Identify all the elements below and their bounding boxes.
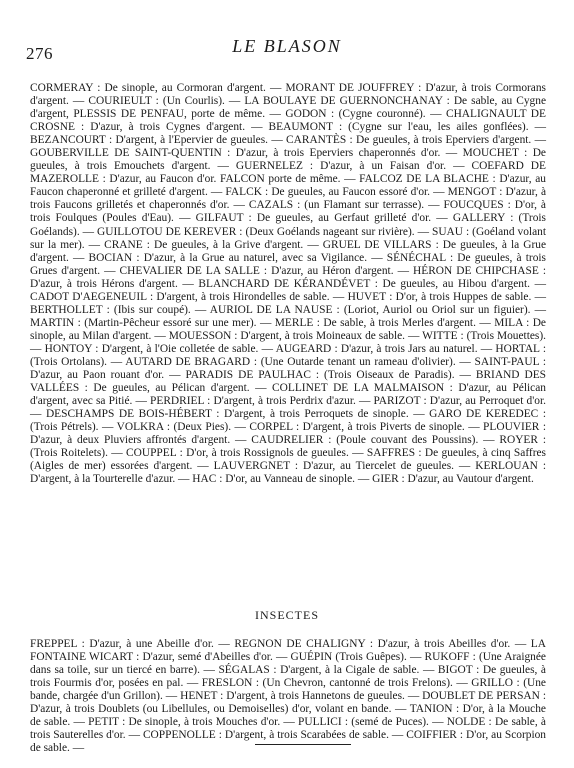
insects-section-title: INSECTES xyxy=(254,608,319,622)
birds-heraldry-section xyxy=(30,82,546,486)
insects-paragraph: FREPPEL : D'azur, à une Abeille d'or. — REGNON DE CHALIGNY : D'azur, à trois Abeilles d'or. — LA FONTAINE WICART : D'azur, semé d'Abeilles d'or. — GUÉPIN (Trois Guêpes). — RUKOFF : (Une Araignée dans sa toile, sur un tiercé en barre). — SÉGALAS : D'argent, à la Cigale de sable. — BIGOT : De gueules, à trois Fourmis d'or, posées en pal. — FRESLON : (Un Chevron, cantonné de trois Frelons). — GRILLO : (Une bande, chargée d'un Grillon). — HENET : D'argent, à trois Hannetons de gueules. — DOUBLET DE PERSAN : D'azur, à trois Doublets (ou Libellules, ou Demoiselles) d'or, volant en bande. — TANION : D'or, à la Mouche de sable. — PETIT : De sinople, à trois Mouches d'or. — PULLICI : (semé de Puces). — NOLDE : De sable, à trois Sauterelles d'or. — COPPENOLLE : D'argent, à trois Scarabées de sable. — COIFFIER : D'or, au Scorpion de sable. — xyxy=(30,638,546,755)
end-rule xyxy=(255,744,351,745)
insects-section xyxy=(30,638,546,755)
page-number: 276 xyxy=(26,44,53,63)
running-title: LE BLASON xyxy=(232,36,342,56)
birds-heraldry-paragraph: CORMERAY : De sinople, au Cormoran d'argent. — MORANT DE JOUFFREY : D'azur, à trois Cormorans d'argent. — COURIEULT : (Un Courlis). — LA BOULAYE DE GUERNONCHANAY : De sable, au Cygne d'argent, PLESSIS DE PENFAU, porte de même. — GODON : (Cygne couronné). — CHALIGNAULT DE CROSNE : D'azur, à trois Cygnes d'argent. — BEAUMONT : (Cygne sur l'eau, les ailes gonflées). — BEZANCOURT : D'argent, à l'Epervier de gueules. — CARANTÈS : De gueules, à trois Eperviers d'argent. — GOUBERVILLE DE SAINT-QUENTIN : D'azur, à trois Eperviers chaperonnés d'or. — MOUCHET : De gueules, à trois Emouchets d'argent. — GUERNELEZ : D'azur, à un Faisan d'or. — COEFARD DE MAZEROLLE : D'azur, au Faucon d'or. FALCON porte de même. — FALCOZ DE LA BLACHE : D'azur, au Faucon chaperonné et grilleté d'argent. — FALCK : De gueules, au Faucon essoré d'or. — MENGOT : D'azur, à trois Faucons grilletés et chaperonnés d'or. — CAZALS : (un Flamant sur terrasse). — FOUCQUES : D'or, à trois Foulques (Poules d'Eau). — GILFAUT : De gueules, au Gerfaut grilleté d'or. — GALLERY : (Trois Goélands). — GUILLOTOU DE KEREVER : (Deux Goélands nageant sur rivière). — SUAU : (Goéland volant sur la mer). — CRANE : De gueules, à la Grive d'argent. — GRUEL DE VILLARS : De gueules, à la Grue d'argent. — BOCIAN : D'azur, à la Grue au naturel, avec sa Vigilance. — SÉNÉCHAL : De gueules, à trois Grues d'argent. — CHEVALIER DE LA SALLE : D'azur, au Héron d'argent. — HÉRON DE CHIPCHASE : D'azur, à trois Hérons d'argent. — BLANCHARD DE KÉRANDÉVET : De gueules, au Hibou d'argent. — CADOT D'AEGENEUIL : D'argent, à trois Hirondelles de sable. — HUVET : D'or, à trois Huppes de sable. — BERTHOLLET : (Ibis sur coupé). — AURIOL DE LA NAUSE : (Loriot, Auriol ou Oriol sur un figuier). — MARTIN : (Martin-Pêcheur essoré sur une mer). — MERLE : De sable, à trois Merles d'argent. — MILA : De sinople, au Milan d'argent. — MOUESSON : D'argent, à trois Moineaux de sable. — WITTE : (Trois Mouettes). — HONTOY : D'argent, à l'Oie colletée de sable. — AUGEARD : D'azur, à trois Jars au naturel. — HORTAL : (Trois Ortolans). — AUTARD DE BRAGARD : (Une Outarde tenant un rameau d'olivier). — SAINT-PAUL : D'azur, au Paon rouant d'or. — PARADIS DE PAULHAC : (Trois Oiseaux de Paradis). — BRIAND DES VALLÉES : De gueules, au Pélican d'argent. — COLLINET DE LA MALMAISON : D'azur, au Pélican d'argent, avec sa Pitié. — PERDRIEL : D'argent, à trois Perdrix d'azur. — PARIZOT : D'azur, au Perroquet d'or. — DESCHAMPS DE BOIS-HÉBERT : D'argent, à trois Perroquets de sinople. — GARO DE KEREDEC : (Trois Pétrels). — VOLKRA : (Deux Pies). — CORPEL : D'argent, à trois Piverts de sinople. — PLOUVIER : D'azur, à deux Pluviers affrontés d'argent. — CAUDRELIER : (Poule couvant des Poussins). — ROYER : (Trois Roitelets). — COUPPEL : D'or, à trois Rossignols de gueules. — SAFFRES : De gueules, à cinq Saffres (Aigles de mer) essorées d'argent. — LAUVERGNET : D'azur, au Tiercelet de gueules. — KERLOUAN : D'argent, à la Tourterelle d'azur. — HAC : D'or, au Vanneau de sinople. — GIER : D'azur, au Vautour d'argent. xyxy=(30,82,546,486)
